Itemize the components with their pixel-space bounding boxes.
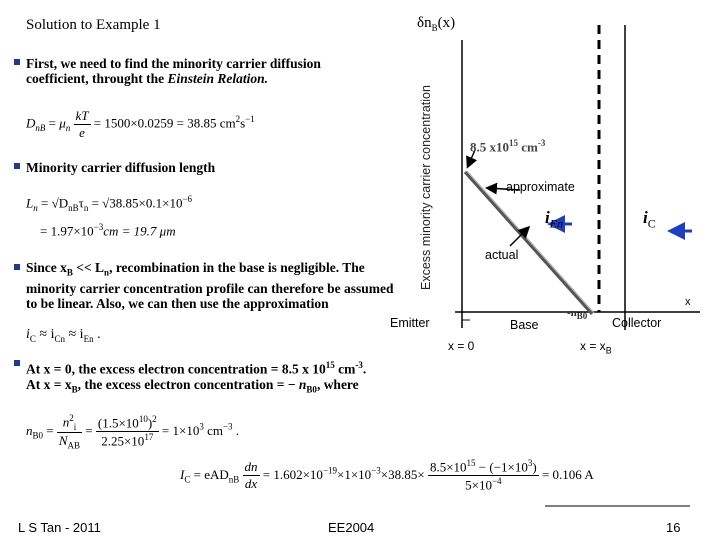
eq-text: (1.5×10 — [97, 415, 139, 431]
eq-text: . — [232, 422, 240, 438]
collector-label: Collector — [612, 316, 662, 330]
eq-text: = — [45, 115, 60, 131]
eq-sup: −3 — [93, 222, 104, 232]
eq-text: cm — [203, 422, 223, 438]
footer-author: L S Tan - 2011 — [18, 520, 101, 535]
label-text: x = x — [580, 339, 606, 353]
eq-sup: 17 — [144, 432, 154, 443]
eq-text: = 1500×0.0259 = 38.85 cm — [90, 115, 236, 131]
label-sup: 15 — [509, 138, 518, 148]
denominator: dx — [244, 476, 258, 492]
x-axis-label: x — [685, 296, 691, 308]
text: << L — [72, 260, 105, 275]
ic-label — [643, 208, 656, 231]
eq-symbol: D — [26, 115, 36, 131]
text-line: coefficient, throught the — [26, 71, 168, 86]
label-text: -n — [567, 307, 577, 319]
text: At x = 0, the excess electron concentration = 8.5 x 10 — [26, 361, 326, 377]
eq-text: ) — [147, 415, 153, 431]
eq-sub: nB — [228, 474, 240, 485]
text-sub: n — [104, 267, 110, 278]
label-text: δn — [417, 15, 432, 31]
eq-symbol: i — [26, 327, 30, 342]
eq-text: = eAD — [190, 466, 229, 482]
label-text: i — [545, 208, 550, 227]
text-sub: B — [71, 384, 78, 395]
text-sub: B — [66, 267, 73, 278]
label-sub: C — [647, 216, 656, 231]
x0-label: x = 0 — [448, 339, 475, 353]
eq-sup: −3 — [222, 421, 233, 432]
eq-text: = 1×10 — [158, 422, 200, 438]
base-label: Base — [510, 318, 539, 332]
text: , the excess electron concentration = − — [77, 376, 299, 392]
text: , where — [316, 376, 359, 392]
eq-sup: 10 — [138, 413, 148, 424]
eq-sup: 2 — [235, 114, 241, 125]
emitter-label: Emitter — [390, 316, 430, 330]
eq-sub: B0 — [32, 430, 44, 441]
footer-course: EE2004 — [328, 520, 375, 535]
eq-text: ≈ i — [35, 327, 55, 342]
text: Since x — [26, 260, 67, 275]
eq-sup: −4 — [491, 476, 502, 487]
eq-sup: −1 — [245, 114, 255, 125]
label-text: 8.5 x10 — [470, 139, 509, 155]
eq-sup: −19 — [322, 465, 338, 476]
text-line: minority carrier concentration profile can therefore be assumed — [26, 280, 394, 296]
eq-text: s — [240, 115, 246, 131]
eq-text: ≈ i — [65, 327, 84, 342]
text: , recombination in the base is negligible. The — [109, 260, 365, 275]
text-sup: 15 — [325, 360, 335, 370]
eq-text: 5×10 — [465, 477, 492, 493]
eq-text: ) — [532, 459, 537, 475]
eq-sub: n — [65, 123, 71, 134]
eq-text: ×1×10 — [337, 466, 372, 482]
text-line: to be linear. Also, we can then use the approximation — [26, 295, 329, 311]
eq-sub: C — [29, 333, 36, 344]
eq-sub: nB — [68, 202, 79, 213]
text-sup: -3 — [355, 360, 363, 370]
eq-sub: i — [73, 421, 77, 432]
text-italic: n — [298, 376, 307, 392]
conc-value-label — [470, 138, 545, 155]
eq-sub: En — [83, 333, 94, 344]
eq-text: 8.5×10 — [429, 459, 467, 475]
approximate-label: approximate — [506, 180, 575, 194]
label-text: (x) — [437, 15, 456, 31]
label-text: cm — [518, 139, 538, 155]
label-text: i — [643, 208, 648, 227]
eq-symbol: L — [26, 195, 34, 211]
denominator: e — [79, 125, 85, 140]
eq-text: 2.25×10 — [101, 433, 145, 449]
numerator: dn — [244, 459, 258, 475]
eq-sub: Cn — [54, 333, 65, 344]
text-sub: B0 — [306, 384, 317, 395]
text-line: First, we need to find the minority carrier diffusion — [26, 56, 321, 71]
eq-text: = √D — [37, 195, 69, 211]
text-italic: Einstein Relation. — [167, 71, 269, 86]
eq-symbol: μ — [59, 115, 66, 131]
eq-sub: nB — [35, 123, 46, 134]
equation-nb0: $n_{B0}$ = $\frac{n^2_i}{N_{AB}}$ = $\frac{(1.5\times 10^{10})^2}{2.25\times 10^{17}}$ = $1\times 10^3$ $cm^{-3}$ . — [26, 413, 240, 451]
label-sub: B — [605, 345, 612, 356]
text: cm — [334, 361, 356, 377]
eq-text: τ — [78, 195, 84, 211]
paragraph-diffusion-length: Minority carrier diffusion length — [26, 160, 216, 175]
eq-sup: −3 — [371, 465, 381, 476]
eq-text: = — [43, 422, 57, 438]
eq-symbol: n — [26, 422, 33, 438]
eq-text: = 1.602×10 — [259, 466, 323, 482]
text: At x = x — [26, 376, 72, 392]
label-sub: B0 — [576, 311, 588, 322]
eq-sup: 15 — [466, 458, 476, 468]
eq-symbol: n — [62, 414, 70, 430]
eq-text: . — [93, 327, 101, 342]
eq-sub: n — [33, 202, 38, 213]
eq-text: ×38.85× — [380, 466, 425, 482]
eq-sup: 3 — [527, 458, 533, 468]
numerator: kT — [75, 108, 89, 123]
eq-symbol: I — [180, 466, 185, 482]
eq-text: cm = 19.7 μm — [103, 223, 176, 239]
eq-sub: C — [184, 474, 191, 485]
label-sup: -3 — [537, 138, 546, 148]
eq-sup: 3 — [199, 421, 204, 432]
page-number: 16 — [666, 520, 681, 535]
ien-label — [545, 208, 563, 231]
eq-sub: AB — [67, 440, 81, 451]
eq-sup: 2 — [152, 413, 157, 424]
eq-text: = 1.97×10 — [40, 223, 94, 239]
eq-sup: −6 — [182, 194, 193, 204]
eq-text: = √38.85×0.1×10 — [88, 195, 183, 211]
eq-sub: n — [83, 202, 89, 213]
label-sub: B — [431, 23, 438, 33]
eq-symbol: N — [58, 432, 68, 448]
eq-sup: 2 — [69, 413, 74, 423]
slide-title: Solution to Example 1 — [26, 17, 161, 33]
xb-label — [580, 339, 612, 355]
eq-text: = 0.106 A — [538, 466, 594, 482]
text: . — [362, 361, 367, 377]
label-sub: En — [549, 216, 564, 231]
eq-text: − (−1×10 — [475, 459, 528, 475]
neg-nb0-label — [567, 307, 587, 321]
top-label — [417, 15, 455, 33]
y-axis-label: Excess minority carrier concentration — [419, 85, 433, 290]
actual-label: actual — [485, 248, 519, 262]
